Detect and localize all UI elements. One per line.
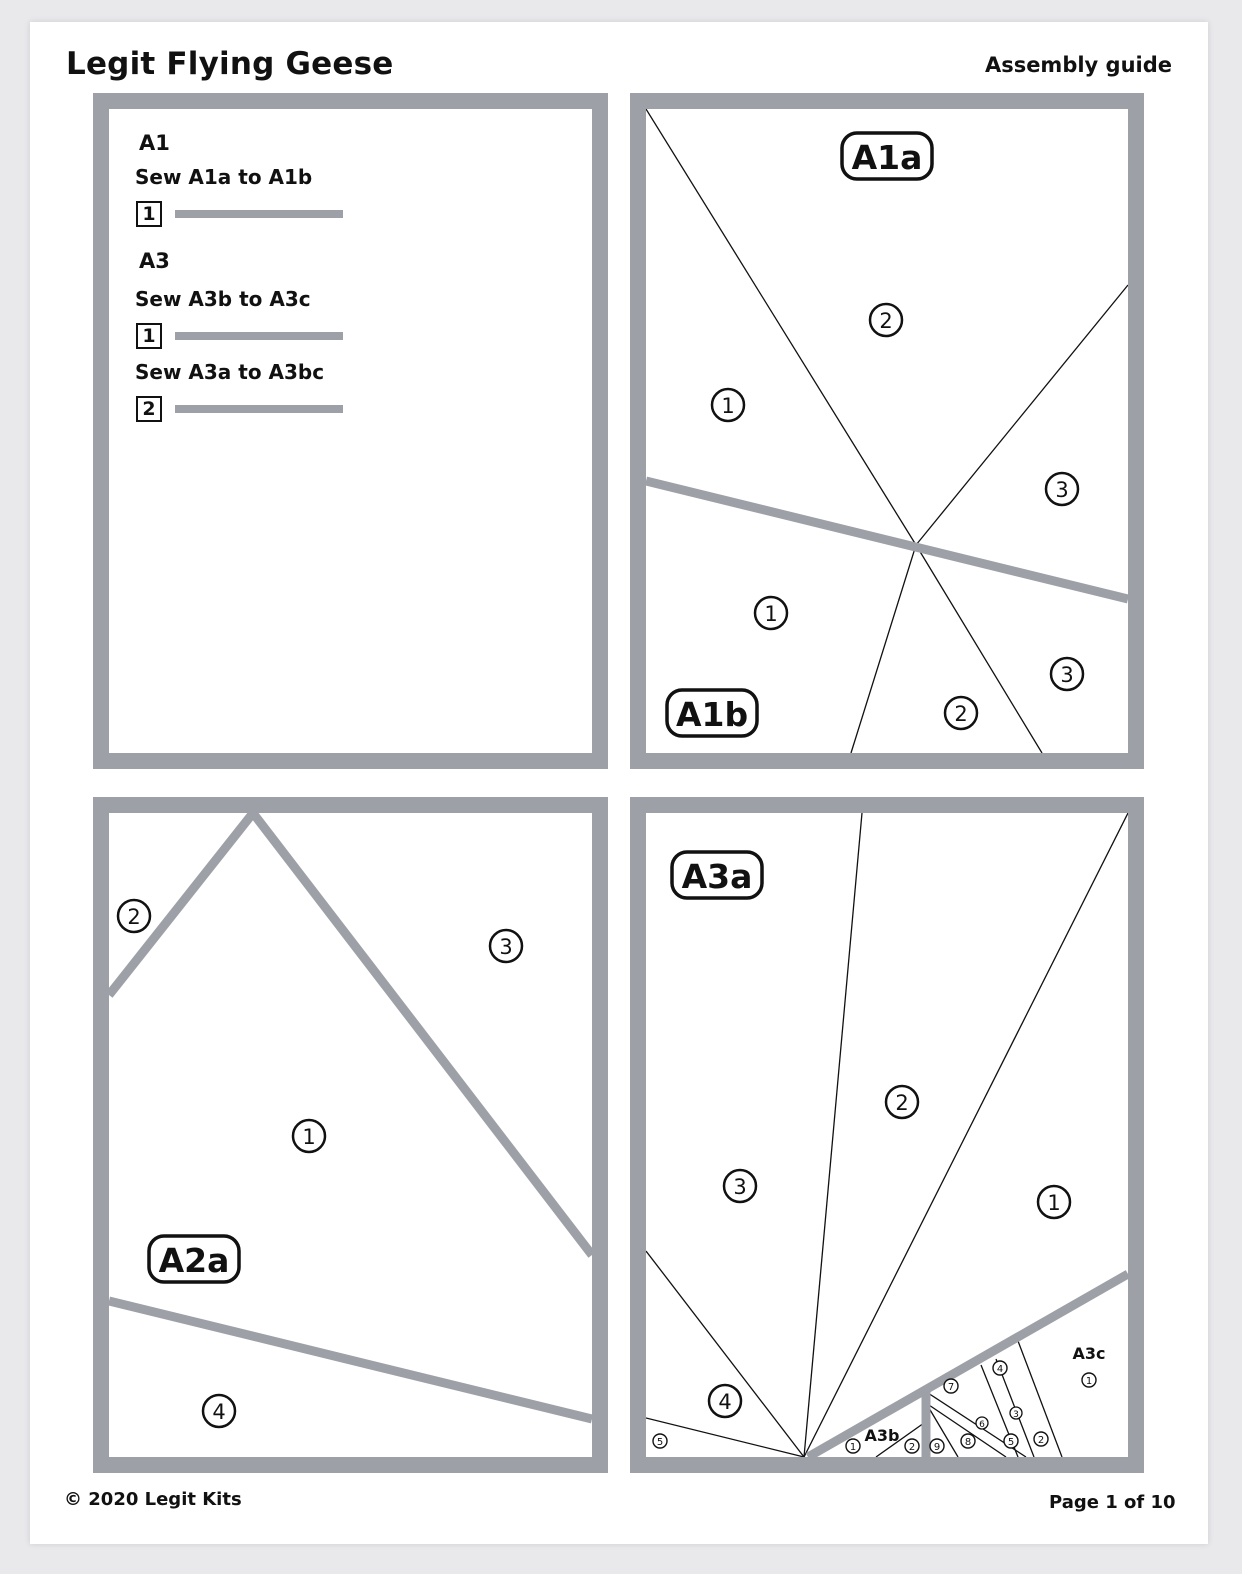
sewing-order-number	[1051, 658, 1083, 690]
sewing-order-number	[870, 304, 902, 336]
sewing-order-number	[993, 1361, 1007, 1375]
page-title: Legit Flying Geese	[66, 46, 394, 82]
section-heading-a3: A3	[139, 249, 170, 273]
svg-text:3: 3	[1055, 478, 1069, 502]
sewing-order-number	[1046, 473, 1078, 505]
section-heading-a1: A1	[139, 131, 170, 155]
sewing-order-number	[976, 1417, 988, 1430]
sewing-order-number	[905, 1439, 919, 1453]
piece-label-a1a	[842, 133, 932, 179]
svg-text:1: 1	[1085, 1376, 1093, 1387]
piece-label-a3c: A3c	[1072, 1344, 1106, 1363]
svg-text:A1a: A1a	[851, 138, 923, 177]
svg-text:1: 1	[849, 1442, 857, 1453]
sewing-order-number	[1034, 1432, 1048, 1446]
pattern-panel-a1	[630, 93, 1144, 769]
svg-text:5: 5	[656, 1437, 664, 1448]
svg-text:A2a: A2a	[158, 1241, 230, 1280]
sewing-order-numbers	[712, 304, 1083, 729]
sewing-order-numbers	[653, 1086, 1096, 1453]
sewing-order-number	[846, 1439, 860, 1453]
pattern-panel-a3	[630, 797, 1144, 1473]
seam-line-swatch	[175, 405, 343, 413]
svg-text:2: 2	[879, 309, 893, 333]
svg-text:3: 3	[499, 935, 513, 959]
svg-text:1: 1	[764, 602, 778, 626]
svg-text:1: 1	[721, 394, 735, 418]
piece-label-a3a	[672, 852, 762, 898]
sewing-order-number	[944, 1379, 958, 1393]
sewing-order-number	[945, 697, 977, 729]
svg-text:3: 3	[1060, 663, 1074, 687]
sewing-order-number	[712, 389, 744, 421]
sewing-order-number	[724, 1170, 756, 1202]
svg-text:A3a: A3a	[681, 857, 753, 896]
sewing-order-number	[1004, 1434, 1018, 1448]
sewing-order-number	[1038, 1186, 1070, 1218]
pattern-a3-drawing	[646, 813, 1128, 1457]
pattern-a2-drawing	[109, 813, 592, 1457]
svg-text:1: 1	[302, 1125, 316, 1149]
svg-text:5: 5	[1007, 1437, 1015, 1448]
piece-label-a1b	[667, 690, 757, 736]
sewing-order-number	[930, 1439, 944, 1453]
instructions-panel	[93, 93, 608, 769]
sewing-order-number	[961, 1434, 975, 1448]
sewing-order-number	[1010, 1407, 1022, 1420]
sewing-order-number	[1082, 1373, 1096, 1387]
svg-text:2: 2	[908, 1442, 916, 1453]
sewing-order-number	[490, 930, 522, 962]
svg-text:7: 7	[947, 1382, 955, 1393]
seam-line-swatch	[175, 210, 343, 218]
piece-label-a3b: A3b	[864, 1426, 900, 1445]
instruction-step-a3-1: Sew A3b to A3c	[135, 287, 311, 311]
svg-text:3: 3	[733, 1175, 747, 1199]
svg-text:2: 2	[954, 702, 968, 726]
step-number-box: 1	[136, 201, 162, 227]
sewing-order-number	[203, 1395, 235, 1427]
page-number: Page 1 of 10	[1049, 1492, 1176, 1513]
pattern-a1-drawing	[646, 109, 1128, 753]
sewing-order-number	[755, 597, 787, 629]
piece-label-a2a	[149, 1236, 239, 1282]
instruction-step-a1: Sew A1a to A1b	[135, 165, 313, 189]
svg-text:2: 2	[1037, 1435, 1045, 1446]
sewing-order-number	[886, 1086, 918, 1118]
page-subtitle: Assembly guide	[984, 53, 1172, 77]
sewing-order-number	[653, 1434, 667, 1448]
sewing-order-number	[709, 1385, 741, 1417]
svg-text:9: 9	[933, 1442, 941, 1453]
copyright-notice: © 2020 Legit Kits	[64, 1489, 242, 1510]
svg-text:2: 2	[895, 1091, 909, 1115]
svg-text:4: 4	[996, 1364, 1004, 1375]
seam-line-swatch	[175, 332, 343, 340]
step-number-box: 2	[136, 396, 162, 422]
step-number-box: 1	[136, 323, 162, 349]
sewing-order-number	[118, 900, 150, 932]
svg-text:6: 6	[979, 1420, 985, 1430]
svg-text:4: 4	[718, 1390, 732, 1414]
svg-text:4: 4	[212, 1400, 226, 1424]
svg-text:A1b: A1b	[675, 695, 749, 734]
instruction-step-a3-2: Sew A3a to A3bc	[135, 360, 325, 384]
svg-text:8: 8	[964, 1437, 972, 1448]
pattern-panel-a2	[93, 797, 608, 1473]
svg-text:1: 1	[1047, 1191, 1061, 1215]
svg-text:2: 2	[127, 905, 141, 929]
svg-text:3: 3	[1013, 1410, 1019, 1420]
sewing-order-number	[293, 1120, 325, 1152]
